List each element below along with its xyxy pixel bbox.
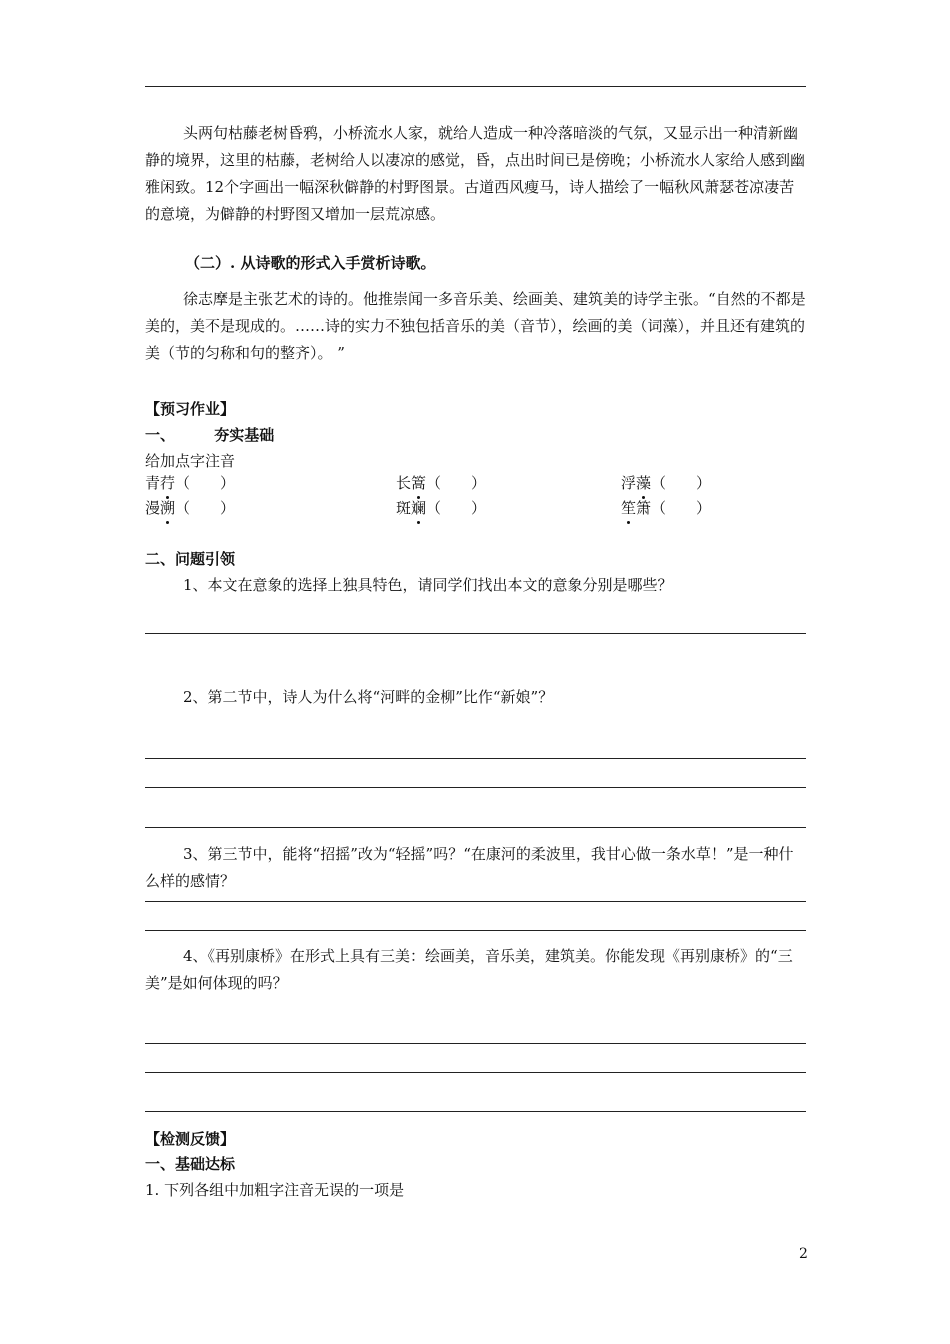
- preview-heading: 【预习作业】: [145, 400, 236, 418]
- feedback-item-1: 1. 下列各组中加粗字注音无误的一项是: [145, 1181, 405, 1199]
- word-item: 笙箫（ ）: [621, 499, 712, 517]
- dotted-char: 篙: [411, 474, 427, 492]
- word-item: 长篙（ ）: [396, 474, 487, 492]
- word-item: 漫溯（ ）: [145, 499, 236, 517]
- dotted-char: 溯: [160, 499, 176, 517]
- question-2: 2、第二节中，诗人为什么将“河畔的金柳”比作“新娘”？: [183, 688, 554, 706]
- word-item: 斑斓（ ）: [396, 499, 487, 517]
- answer-line[interactable]: [145, 1111, 806, 1112]
- answer-line[interactable]: [145, 633, 806, 634]
- question-4: 4、《再别康桥》在形式上具有三美：绘画美，音乐美，建筑美。你能发现《再别康桥》的“三美”是如何体现的吗？: [145, 947, 793, 992]
- question-1: 1、本文在意象的选择上独具特色，请同学们找出本文的意象分别是哪些？: [183, 576, 673, 594]
- part1-number: 一、: [145, 426, 176, 444]
- dotted-char: 斓: [411, 499, 427, 517]
- answer-line[interactable]: [145, 1072, 806, 1073]
- answer-line[interactable]: [145, 930, 806, 931]
- section2-paragraph: 徐志摩是主张艺术的诗的。他推崇闻一多音乐美、绘画美、建筑美的诗学主张。“自然的不都是美的，美不是现成的。……诗的实力不独包括音乐的美（音节），绘画的美（词藻），并且还有建筑的美（节的匀称和句的整齐）。 ”: [145, 290, 806, 362]
- pinyin-instruction: 给加点字注音: [145, 452, 236, 470]
- feedback-heading: 【检测反馈】: [145, 1130, 236, 1148]
- word-item: 浮藻（ ）: [621, 474, 712, 492]
- page-number: 2: [799, 1246, 808, 1262]
- part1-title: 夯实基础: [214, 426, 275, 444]
- part1-heading: [145, 424, 274, 445]
- intro-paragraph: 头两句枯藤老树昏鸦，小桥流水人家，就给人造成一种冷落暗淡的气氛，又显示出一种清新幽静的境界，这里的枯藤，老树给人以凄凉的感觉，昏，点出时间已是傍晚；小桥流水人家给人感到幽雅闲致。12个字画出一幅深秋僻静的村野图景。古道西风瘦马，诗人描绘了一幅秋风萧瑟苍凉凄苦的意境，为僻静的村野图又增加一层荒凉感。: [145, 124, 806, 223]
- part2-heading: 二、问题引领: [145, 550, 236, 568]
- feedback-part1-heading: 一、基础达标: [145, 1155, 236, 1173]
- answer-line[interactable]: [145, 1043, 806, 1044]
- answer-line[interactable]: [145, 827, 806, 828]
- answer-line[interactable]: [145, 787, 806, 788]
- answer-line[interactable]: [145, 901, 806, 902]
- answer-line[interactable]: [145, 758, 806, 759]
- dotted-char: 藻: [636, 474, 652, 492]
- word-item: 青荇（ ）: [145, 474, 236, 492]
- section2-heading: （二）. 从诗歌的形式入手赏析诗歌。: [185, 254, 436, 272]
- question-3: 3、第三节中，能将“招摇”改为“轻摇”吗？“在康河的柔波里，我甘心做一条水草！”是一种什么样的感情？: [145, 845, 794, 890]
- dotted-char: 笙: [621, 499, 637, 517]
- header-rule: [145, 86, 806, 87]
- dotted-char: 荇: [160, 474, 176, 492]
